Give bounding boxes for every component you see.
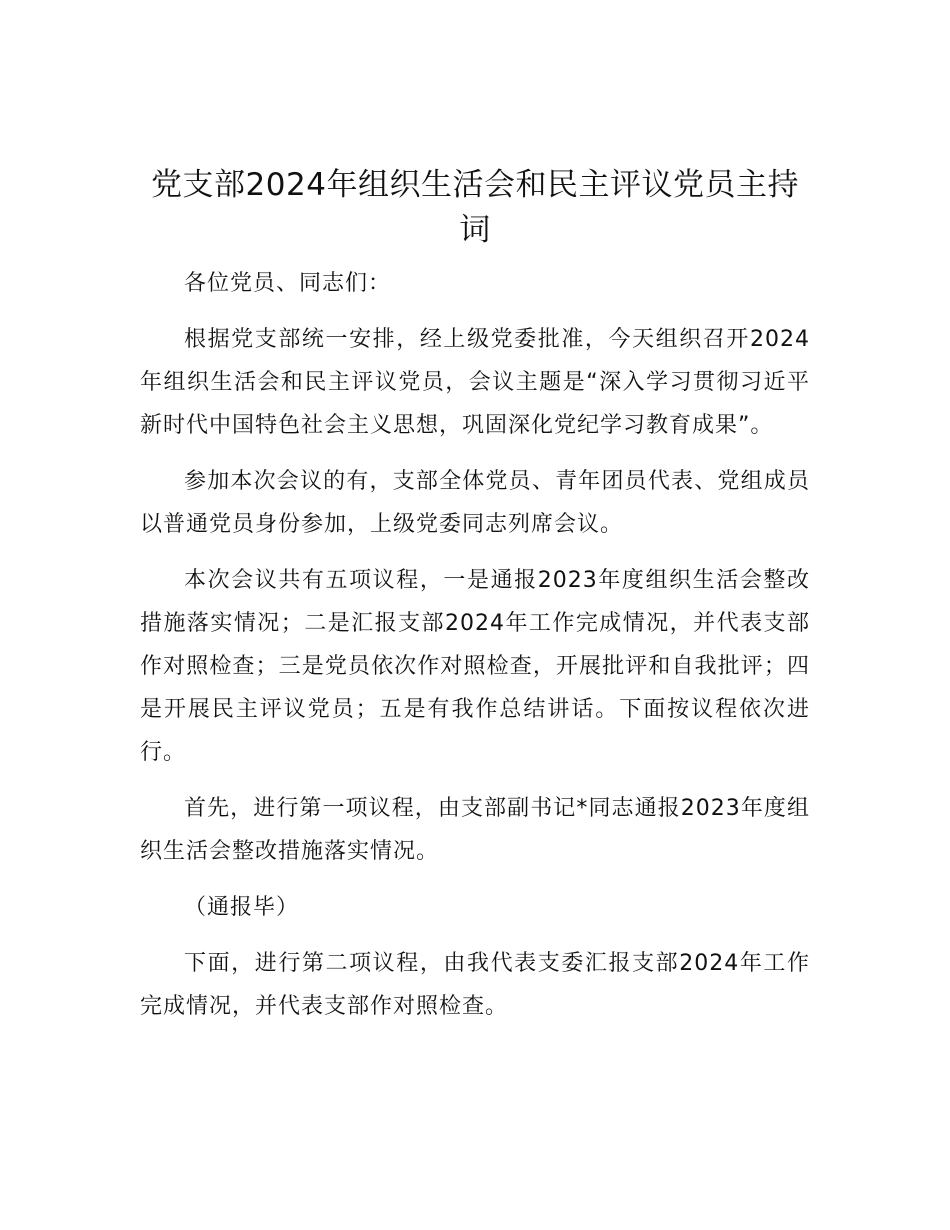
paragraph-greeting: 各位党员、同志们：	[184, 271, 392, 296]
paragraph-agenda: 本次会议共有五项议程，一是通报2023年度组织生活会整改措施落实情况；二是汇报支部2024年工作完成情况，并代表支部作对照检查；三是党员依次作对照检查，开展批评和自我批评；四是开展民主评议党员；五是有我作总结讲话。下面按议程依次进行。	[140, 568, 810, 765]
document-title: 党支部2024年组织生活会和民主评议党员主持词	[151, 167, 799, 248]
document-body	[140, 163, 810, 1028]
paragraph-meeting-intro: 根据党支部统一安排，经上级党委批准，今天组织召开2024年组织生活会和民主评议党员，会议主题是“深入学习贯彻习近平新时代中国特色社会主义思想，巩固深化党纪学习教育成果”。	[140, 327, 810, 438]
paragraph-agenda-item-2: 下面，进行第二项议程，由我代表支委汇报支部2024年工作完成情况，并代表支部作对照检查。	[140, 951, 810, 1019]
paragraph-attendees: 参加本次会议的有，支部全体党员、青年团员代表、党组成员以普通党员身份参加，上级党委同志列席会议。	[140, 469, 810, 537]
paragraph-agenda-item-1: 首先，进行第一项议程，由支部副书记*同志通报2023年度组织生活会整改措施落实情况。	[140, 796, 810, 864]
paragraph-report-finished: （通报毕）	[184, 895, 300, 920]
